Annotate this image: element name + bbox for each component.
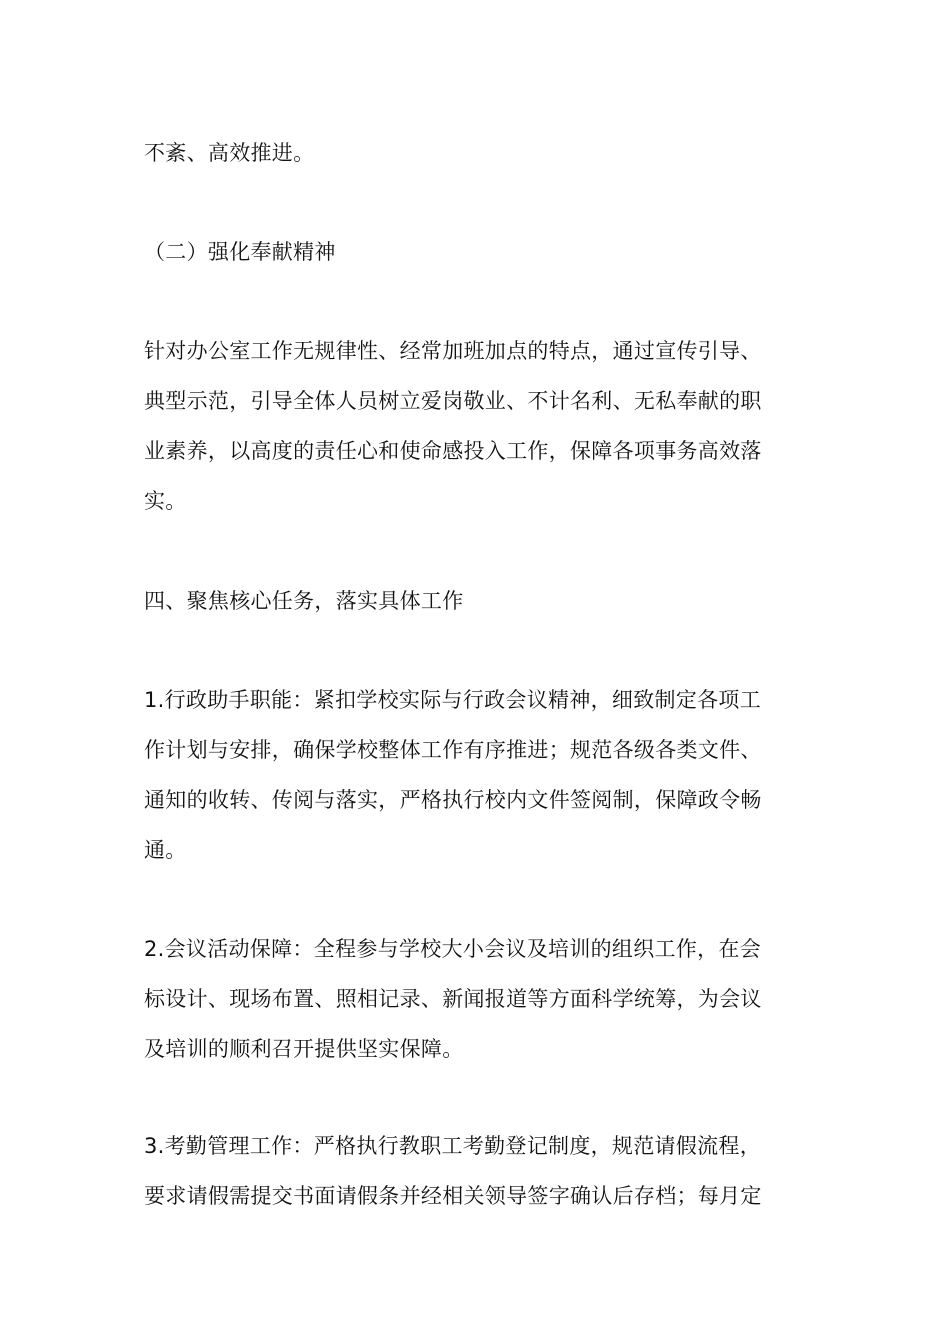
text-line: 不紊、高效推进。 [144, 141, 315, 165]
text-line: 针对办公室工作无规律性、经常加班加点的特点，通过宣传引导、 [144, 339, 762, 363]
text-line: 1.行政助手职能：紧扣学校实际与行政会议精神，细致制定各项工 [144, 688, 762, 712]
section-two-paragraph [144, 326, 810, 526]
text-line: 及培训的顺利召开提供坚实保障。 [144, 1037, 464, 1061]
text-line: 典型示范，引导全体人员树立爱岗敬业、不计名利、无私奉献的职 [144, 389, 762, 413]
text-line: 作计划与安排，确保学校整体工作有序推进；规范各级各类文件、 [144, 738, 762, 762]
text-line: 业素养，以高度的责任心和使命感投入工作，保障各项事务高效落 [144, 439, 762, 463]
paragraph-fragment [144, 128, 810, 178]
chapter-four-heading [144, 576, 810, 626]
text-line: 要求请假需提交书面请假条并经相关领导签字确认后存档；每月定 [144, 1184, 762, 1208]
section-two-heading [144, 227, 810, 277]
text-line: 3.考勤管理工作：严格执行教职工考勤登记制度，规范请假流程， [144, 1134, 762, 1158]
item-2-paragraph [144, 924, 810, 1074]
heading-text: 四、聚焦核心任务，落实具体工作 [144, 589, 464, 613]
heading-text: （二）强化奉献精神 [144, 240, 336, 264]
text-line: 2.会议活动保障：全程参与学校大小会议及培训的组织工作，在会 [144, 937, 762, 961]
text-line: 标设计、现场布置、照相记录、新闻报道等方面科学统筹，为会议 [144, 987, 762, 1011]
text-line: 通知的收转、传阅与落实，严格执行校内文件签阅制，保障政令畅 [144, 788, 762, 812]
item-3-paragraph [144, 1121, 810, 1221]
text-line: 通。 [144, 838, 187, 862]
text-line: 实。 [144, 489, 187, 513]
item-1-paragraph [144, 675, 810, 875]
